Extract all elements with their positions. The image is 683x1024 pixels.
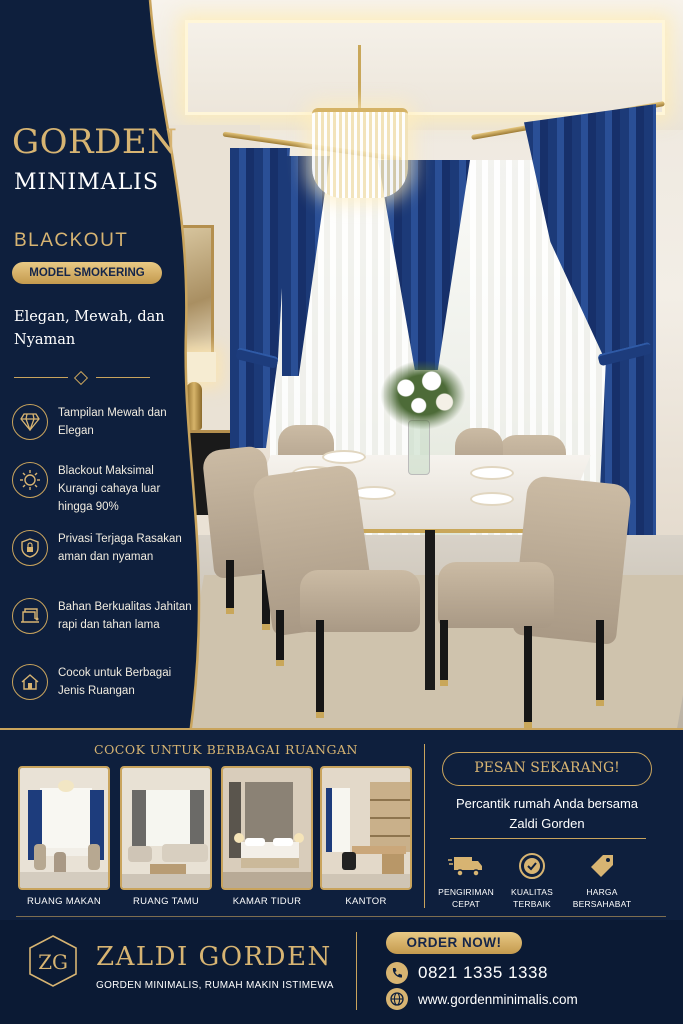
perk-label: HARGA BERSAHABAT — [572, 887, 632, 909]
room-card-living — [120, 766, 212, 907]
cta-text: Percantik rumah Anda bersama Zaldi Gorden — [455, 796, 639, 831]
phone-icon — [386, 962, 408, 984]
flower-arrangement — [380, 360, 466, 430]
sewing-machine-icon — [12, 598, 48, 634]
feature-item — [12, 530, 190, 590]
feature-text: Blackout Maksimal Kurangi cahaya luar hingga 90% — [58, 465, 161, 513]
crystal-chandelier — [312, 108, 408, 198]
table-leg — [425, 530, 435, 690]
diamond-icon — [12, 404, 48, 440]
plate — [322, 450, 366, 464]
room-card-office — [320, 766, 412, 907]
chair-leg — [524, 626, 532, 728]
website-url: www.gordenminimalis.com — [418, 991, 578, 1007]
perk-friendly-price — [562, 850, 642, 910]
svg-text:ZG: ZG — [38, 950, 68, 974]
model-badge: MODEL SMOKERING — [12, 262, 162, 284]
footer — [0, 920, 683, 1024]
plate — [470, 466, 514, 480]
order-now-heading[interactable]: PESAN SEKARANG! — [442, 752, 652, 786]
room-image-office — [320, 766, 412, 890]
room-label: KAMAR TIDUR — [232, 896, 302, 907]
ceiling-cove-light — [185, 20, 665, 115]
chair-leg — [596, 620, 604, 706]
title-gorden: GORDEN — [12, 122, 178, 162]
rooms-title: COCOK UNTUK BERBAGAI RUANGAN — [94, 742, 358, 757]
website-link[interactable] — [386, 988, 578, 1010]
feature-text: Cocok untuk Berbagai Jenis Ruangan — [58, 667, 172, 697]
gold-divider — [450, 838, 646, 839]
title-minimalis: MINIMALIS — [14, 170, 159, 195]
sun-icon — [12, 462, 48, 498]
perk-label: KUALITAS TERBAIK — [510, 887, 554, 909]
rooms-and-cta-section — [0, 728, 683, 920]
room-card-bedroom — [221, 766, 313, 907]
info-panel — [0, 0, 250, 735]
tagline: Elegan, Mewah, dan Nyaman — [14, 309, 165, 348]
room-image-dining — [18, 766, 110, 890]
footer-divider — [356, 932, 357, 1010]
gold-divider — [14, 372, 152, 384]
feature-text: Bahan Berkualitas Jahitan rapi dan tahan lama — [58, 601, 192, 631]
feature-item — [12, 404, 190, 464]
room-label: RUANG TAMU — [133, 896, 199, 907]
feature-item — [12, 598, 190, 658]
room-card-dining — [18, 766, 110, 907]
section-divider — [424, 744, 425, 908]
chair-leg — [316, 620, 324, 718]
feature-text: Tampilan Mewah dan Elegan — [58, 407, 167, 437]
shield-lock-icon — [12, 530, 48, 566]
order-now-button[interactable]: ORDER NOW! — [386, 932, 522, 954]
phone-contact[interactable] — [386, 962, 548, 984]
room-image-living — [120, 766, 212, 890]
room-label: RUANG MAKAN — [26, 896, 102, 907]
house-icon — [12, 664, 48, 700]
perk-best-quality — [492, 850, 572, 910]
chair-seat-right — [438, 562, 554, 628]
gold-divider — [16, 916, 666, 917]
chandelier-chain — [358, 45, 361, 110]
chair-leg — [440, 620, 448, 686]
feature-text: Privasi Terjaga Rasakan aman dan nyaman — [58, 533, 182, 563]
brand-name: ZALDI GORDEN — [96, 942, 332, 972]
chair-leg — [276, 610, 284, 666]
price-tag-icon — [562, 850, 642, 882]
brand-logo — [26, 934, 80, 988]
room-label: KANTOR — [345, 896, 387, 907]
feature-item — [12, 664, 190, 724]
subtitle-blackout: BLACKOUT — [14, 230, 129, 251]
perk-label: PENGIRIMAN CEPAT — [438, 887, 494, 909]
phone-number: 0821 1335 1338 — [418, 963, 548, 982]
brand-slogan: GORDEN MINIMALIS, RUMAH MAKIN ISTIMEWA — [96, 980, 334, 991]
quality-badge-icon — [492, 850, 572, 882]
feature-item — [12, 462, 190, 522]
globe-icon — [386, 988, 408, 1010]
plate — [470, 492, 514, 506]
room-image-bedroom — [221, 766, 313, 890]
